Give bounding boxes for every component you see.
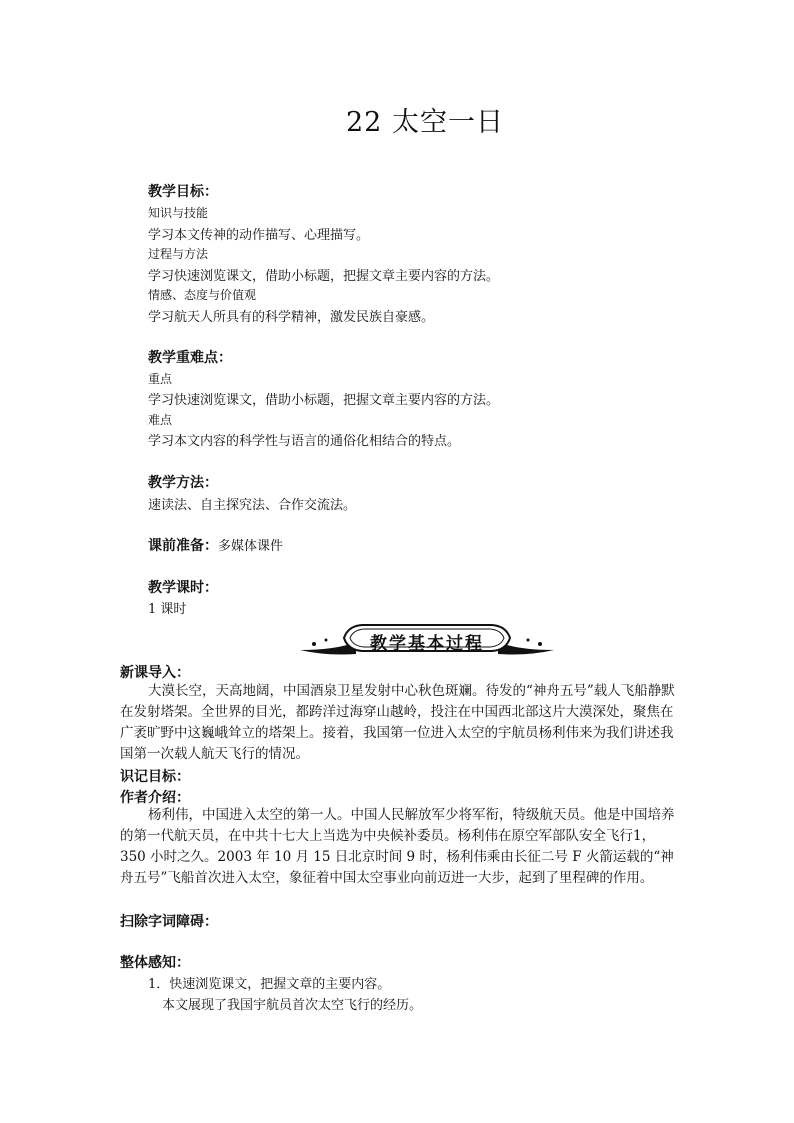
section-banner (296, 620, 558, 658)
preparation-text: 多媒体课件 (218, 539, 284, 554)
page-title: 22 太空一日 (346, 107, 504, 138)
hours-heading: 教学课时： (148, 580, 218, 596)
banner-label: 教学基本过程 (370, 634, 484, 654)
overall-question: 1．快速浏览课文，把握文章的主要内容。 (148, 977, 391, 992)
key-points-subheading: 难点 (148, 413, 173, 427)
preparation-row (148, 535, 283, 555)
objectives-subheading: 知识与技能 (148, 206, 209, 220)
key-points-line: 学习快速浏览课文，借助小标题，把握文章主要内容的方法。 (148, 393, 500, 408)
key-points-heading: 教学重难点： (148, 350, 232, 366)
objectives-heading: 教学目标： (148, 184, 218, 200)
author-heading: 作者介绍： (120, 790, 190, 806)
preparation-heading: 课前准备： (148, 538, 218, 554)
overall-heading: 整体感知： (120, 955, 190, 971)
key-points-subheading: 重点 (148, 372, 173, 386)
overall-answer: 本文展现了我国宇航员首次太空飞行的经历。 (162, 998, 423, 1013)
key-points-line: 学习本文内容的科学性与语言的通俗化相结合的特点。 (148, 434, 461, 449)
author-paragraph: 杨利伟，中国进入太空的第一人。中国人民解放军少将军衔，特级航天员。他是中国培养的第一代航天员，在中共十七大上当选为中央候补委员。杨利伟在原空军部队安全飞行1，350 小时之久。2003 年 10 月 15 日北京时间 9 时，杨利伟乘由长征二号 F 火箭运载的“神舟五号”飞船首次进入太空，象征着中国太空事业向前迈进一大步，起到了里程碑的作用。 (120, 807, 675, 886)
objectives-line: 学习航天人所具有的科学精神，激发民族自豪感。 (148, 310, 435, 325)
intro-heading: 新课导入： (120, 665, 190, 681)
objectives-line: 学习快速浏览课文，借助小标题，把握文章主要内容的方法。 (148, 269, 500, 284)
objectives-subheading: 过程与方法 (148, 247, 209, 261)
memory-heading: 识记目标： (120, 769, 190, 785)
intro-paragraph: 大漠长空，天高地阔，中国酒泉卫星发射中心秋色斑斓。待发的“神舟五号”载人飞船静默在发射塔架。全世界的目光，都跨洋过海穿山越岭，投注在中国西北部这片大漠深处，聚焦在广袤旷野中这巍峨耸立的塔架上。接着，我国第一位进入太空的宇航员杨利伟来为我们讲述我国第一次载人航天飞行的情况。 (120, 683, 675, 762)
methods-heading: 教学方法： (148, 475, 218, 491)
methods-text: 速读法、自主探究法、合作交流法。 (148, 498, 357, 513)
objectives-subheading: 情感、态度与价值观 (148, 288, 257, 302)
hours-text: 1 课时 (148, 602, 187, 617)
objectives-line: 学习本文传神的动作描写、心理描写。 (148, 228, 370, 243)
vocab-heading: 扫除字词障碍： (120, 914, 218, 930)
